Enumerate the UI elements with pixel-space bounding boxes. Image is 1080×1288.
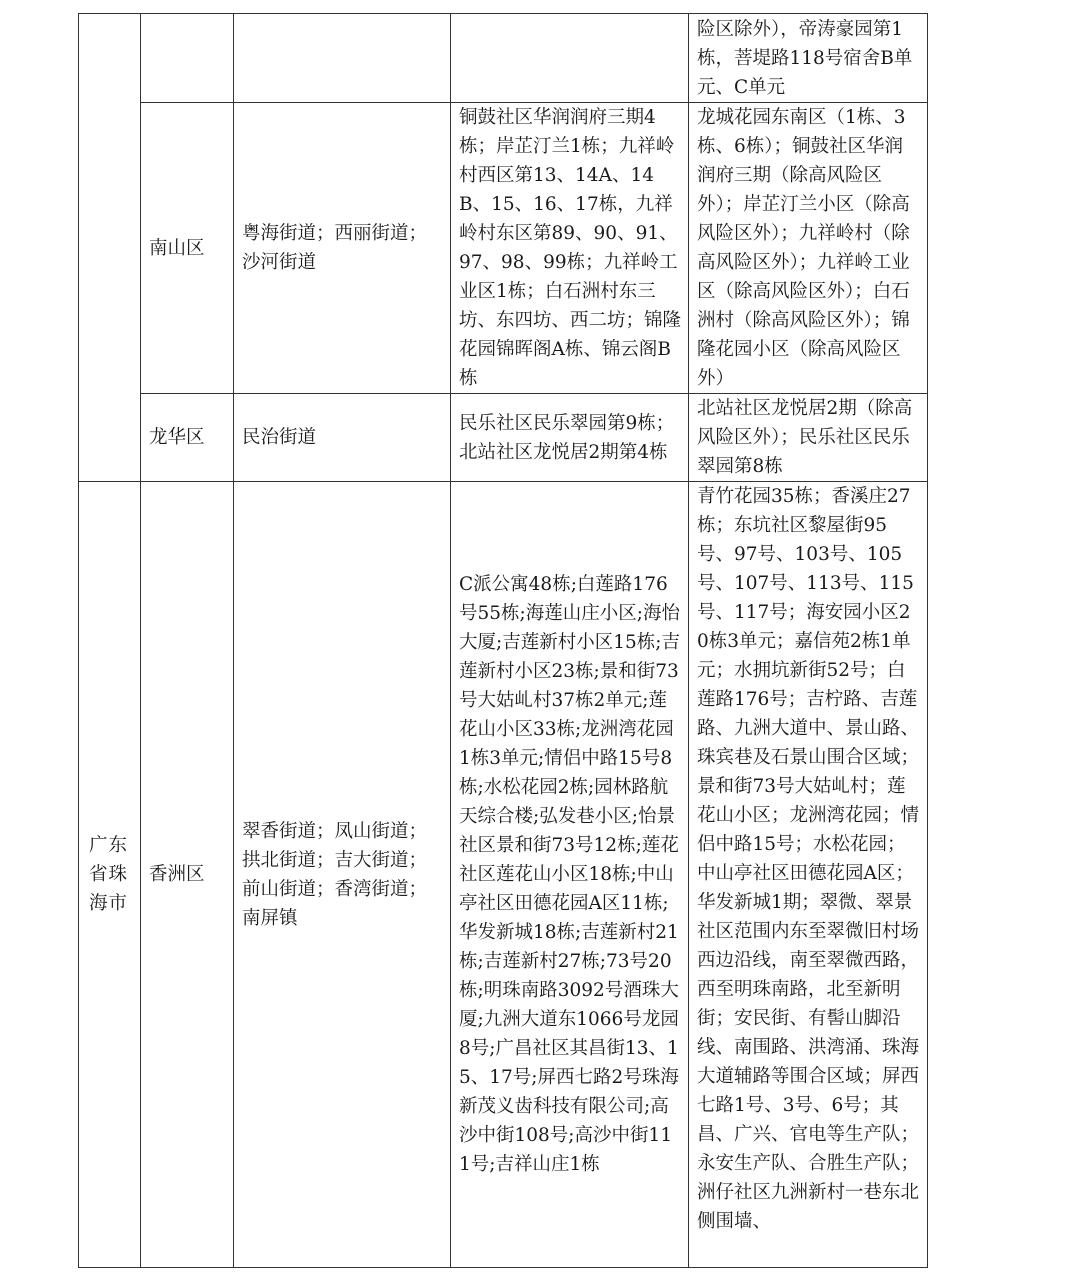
risk-area-table <box>78 13 928 1268</box>
district-cell: 香洲区 <box>141 482 234 1268</box>
low-risk-cell: 青竹花园35栋；香溪庄27栋；东坑社区黎屋街95号、97号、103号、105号、107号、113号、115号、117号；海安园小区20栋3单元；嘉信苑2栋1单元；水拥坑新街52号；白莲路176号；吉柠路、吉莲路、九洲大道中、景山路、珠宾巷及石景山围合区域；景和街73号大姑乢村；莲花山小区；龙洲湾花园；情侣中路15号；水松花园；中山亭社区田德花园A区；华发新城1期；翠微、翠景社区范围内东至翠微旧村场西边沿线，南至翠微西路，西至明珠南路，北至新明街；安民街、有髻山脚沿线、南围路、洪湾涌、珠海大道辅路等围合区域；屏西七路1号、3号、6号；其昌、广兴、官电等生产队；永安生产队、合胜生产队；洲仔社区九洲新村一巷东北侧围墙、 <box>689 482 928 1268</box>
mid-risk-cell <box>451 14 689 103</box>
table-row <box>79 103 928 394</box>
table-row <box>79 394 928 482</box>
mid-risk-cell: C派公寓48栋;白莲路176号55栋;海莲山庄小区;海怡大厦;吉莲新村小区15栋;吉莲新村小区23栋;景和街73号大姑乢村37栋2单元;莲花山小区33栋;龙洲湾花园1栋3单元;情侣中路15号8栋;水松花园2栋;园林路航天综合楼;弘发巷小区;怡景社区景和街73号12栋;莲花社区莲花山小区18栋;中山亭社区田德花园A区11栋;华发新城18栋;吉莲新村21栋;吉莲新村27栋;73号20栋;明珠南路3092号酒珠大厦;九洲大道东1066号龙园8号;广昌社区其昌街13、15、17号;屏西七路2号珠海新茂义齿科技有限公司;高沙中街108号;高沙中街111号;吉祥山庄1栋 <box>451 482 689 1268</box>
mid-risk-cell: 铜鼓社区华润润府三期4栋；岸芷汀兰1栋；九祥岭村西区第13、14A、14B、15、16、17栋，九祥岭村东区第89、90、91、97、98、99栋；九祥岭工业区1栋；白石洲村东三坊、东四坊、西二坊；锦隆花园锦晖阁A栋、锦云阁B栋 <box>451 103 689 394</box>
province-city-cell <box>79 14 141 482</box>
low-risk-cell: 龙城花园东南区（1栋、3栋、6栋）；铜鼓社区华润润府三期（除高风险区外）；岸芷汀兰小区（除高风险区外）；九祥岭村（除高风险区外）；九祥岭工业区（除高风险区外）；白石洲村（除高风险区外）；锦隆花园小区（除高风险区外） <box>689 103 928 394</box>
streets-cell: 民治街道 <box>234 394 451 482</box>
mid-risk-cell: 民乐社区民乐翠园第9栋；北站社区龙悦居2期第4栋 <box>451 394 689 482</box>
table-row <box>79 482 928 1268</box>
table-row <box>79 14 928 103</box>
streets-cell: 翠香街道；凤山街道；拱北街道；吉大街道；前山街道；香湾街道；南屏镇 <box>234 482 451 1268</box>
streets-cell: 粤海街道；西丽街道；沙河街道 <box>234 103 451 394</box>
province-city-cell: 广东省珠海市 <box>79 482 141 1268</box>
district-cell <box>141 14 234 103</box>
low-risk-cell: 险区除外），帝涛豪园第1栋，菩堤路118号宿舍B单元、C单元 <box>689 14 928 103</box>
low-risk-cell: 北站社区龙悦居2期（除高风险区外）；民乐社区民乐翠园第8栋 <box>689 394 928 482</box>
district-cell: 龙华区 <box>141 394 234 482</box>
streets-cell <box>234 14 451 103</box>
district-cell: 南山区 <box>141 103 234 394</box>
